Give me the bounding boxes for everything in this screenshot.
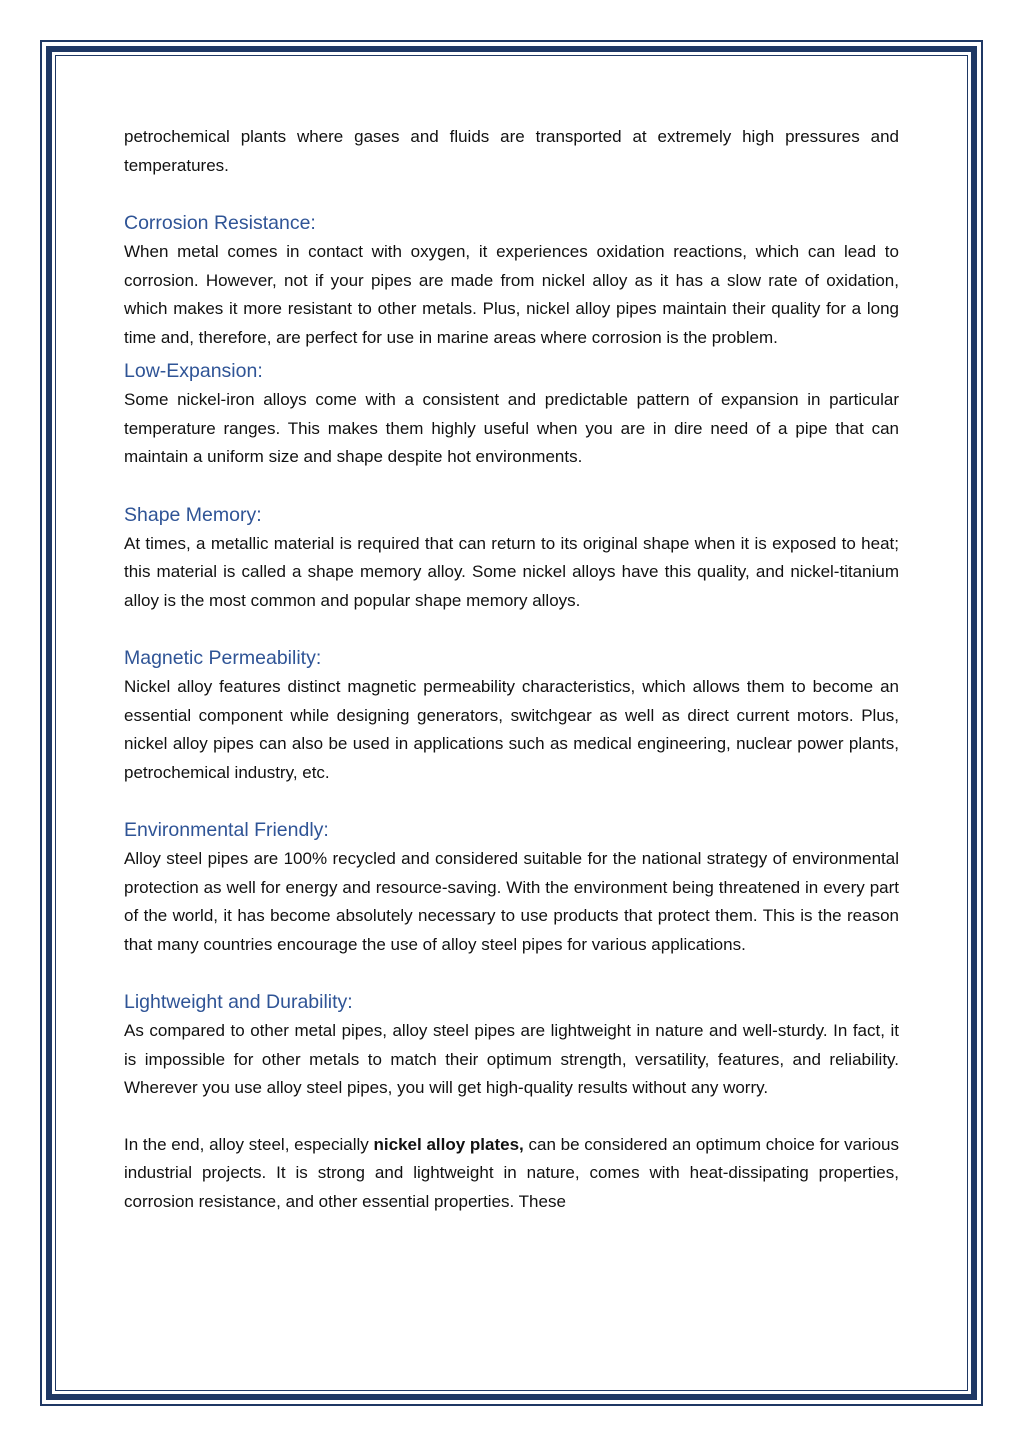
paragraph-magnetic-permeability: Nickel alloy features distinct magnetic permeability characteristics, which allows them to become an essential component while designing generators, switchgear as well as direct current motors. Plus, nickel alloy pipes can also be used in applications such as medical engineering, nuclear power plants, petrochemical industry, etc. bbox=[124, 677, 899, 782]
heading-magnetic-permeability: Magnetic Permeability: bbox=[124, 647, 322, 669]
conclusion-bold-link-text: nickel alloy plates, bbox=[373, 1134, 524, 1154]
document-body bbox=[124, 123, 899, 1216]
intro-paragraph: petrochemical plants where gases and fluids are transported at extremely high pressures and temperatures. bbox=[124, 127, 899, 175]
heading-low-expansion: Low-Expansion: bbox=[124, 360, 263, 382]
paragraph-low-expansion: Some nickel-iron alloys come with a consistent and predictable pattern of expansion in particular temperature ranges. This makes them highly useful when you are in dire need of a pipe that can maintain a uniform size and shape despite hot environments. bbox=[124, 390, 899, 466]
paragraph-lightweight-durability: As compared to other metal pipes, alloy steel pipes are lightweight in nature and well-sturdy. In fact, it is impossible for other metals to match their optimum strength, versatility, features, and reliability. Wherever you use alloy steel pipes, you will get high-quality results without any worry. bbox=[124, 1021, 899, 1097]
conclusion-text-after: can be considered an optimum choice for various industrial projects. It is strong and lightweight in nature, comes with heat-dissipating properties, corrosion resistance, and other essential properties. These bbox=[124, 1134, 899, 1211]
heading-corrosion-resistance: Corrosion Resistance: bbox=[124, 212, 316, 234]
paragraph-environmental-friendly: Alloy steel pipes are 100% recycled and considered suitable for the national strategy of environmental protection as well for energy and resource-saving. With the environment being threatened in every part of the world, it has become absolutely necessary to use products that protect them. This is the reason that many countries encourage the use of alloy steel pipes for various applications. bbox=[124, 849, 899, 954]
paragraph-shape-memory: At times, a metallic material is required that can return to its original shape when it is exposed to heat; this material is called a shape memory alloy. Some nickel alloys have this quality, and nickel-titanium alloy is the most common and popular shape memory alloys. bbox=[124, 533, 899, 610]
conclusion-paragraph bbox=[124, 1131, 899, 1217]
heading-environmental-friendly: Environmental Friendly: bbox=[124, 819, 329, 841]
heading-shape-memory: Shape Memory: bbox=[124, 503, 262, 526]
heading-lightweight-durability: Lightweight and Durability: bbox=[124, 991, 353, 1013]
conclusion-text-before: In the end, alloy steel, especially bbox=[124, 1134, 374, 1154]
paragraph-corrosion-resistance: When metal comes in contact with oxygen, it experiences oxidation reactions, which can lead to corrosion. However, not if your pipes are made from nickel alloy as it has a slow rate of oxidation, which makes it more resistant to other metals. Plus, nickel alloy pipes maintain their quality for a long time and, therefore, are perfect for use in marine areas where corrosion is the problem. bbox=[124, 242, 899, 347]
